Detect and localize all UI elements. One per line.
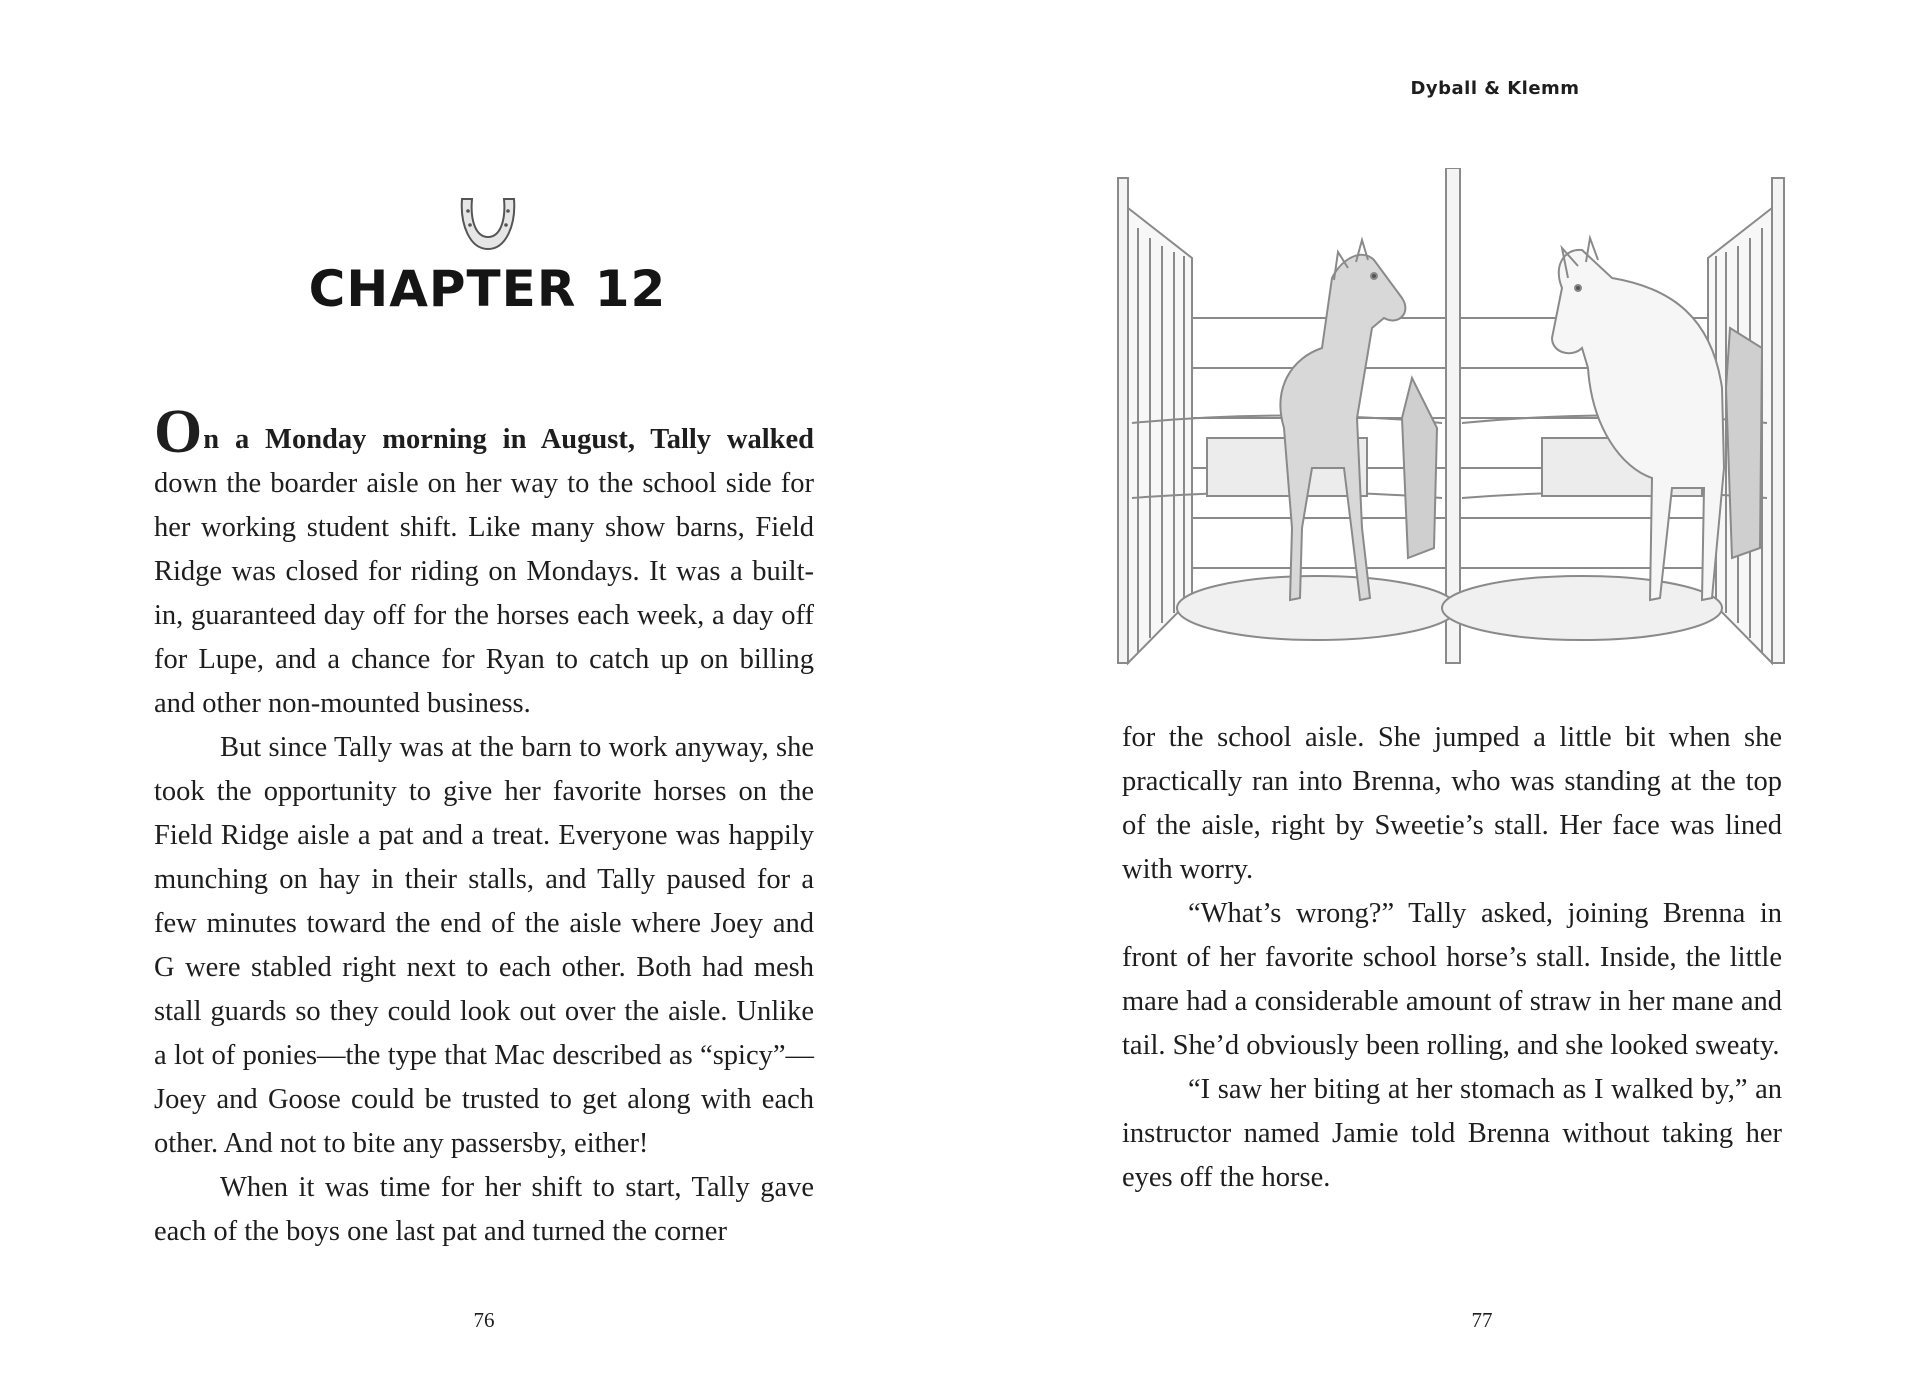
drop-cap: O bbox=[154, 398, 203, 466]
page-number-right: 77 bbox=[1471, 1308, 1493, 1332]
paragraph: When it was time for her shift to start, Tally gave each of the boys one last pat and turned the corner bbox=[154, 1172, 814, 1247]
right-page bbox=[962, 0, 1925, 1400]
horseshoe-icon bbox=[452, 195, 524, 255]
left-page bbox=[0, 0, 962, 1400]
lead-in: n a Monday morning in August, Tally walked bbox=[203, 424, 814, 455]
page-number-left: 76 bbox=[473, 1308, 495, 1332]
paragraph-text: down the boarder aisle on her way to the school side for her working student shift. Like many show barns, Field Ridge was closed for riding on Mondays. It was a built-in, guaranteed day off for the horses each week, a day off for Lupe, and a chance for Ryan to catch up on billing and other non-mounted business. bbox=[154, 468, 814, 719]
left-body-text bbox=[154, 398, 814, 1254]
paragraph: “I saw her biting at her stomach as I walked by,” an instructor named Jamie told Brenna without taking her eyes off the horse. bbox=[1122, 1074, 1782, 1193]
horse-stalls-illustration bbox=[1112, 168, 1792, 668]
right-body-text bbox=[1122, 716, 1782, 1200]
opening-paragraph bbox=[154, 398, 814, 726]
chapter-title: CHAPTER 12 bbox=[308, 260, 667, 318]
paragraph: But since Tally was at the barn to work anyway, she took the opportunity to give her favorite horses on the Field Ridge aisle a pat and a treat. Everyone was happily munching on hay in their stalls, and Tally paused for a few minutes toward the end of the aisle where Joey and G were stabled right next to each other. Both had mesh stall guards so they could look out over the aisle. Unlike a lot of ponies—the type that Mac described as “spicy”—Joey and Goose could be trusted to get along with each other. And not to bite any passersby, either! bbox=[154, 732, 814, 1159]
running-head: Dyball & Klemm bbox=[1410, 78, 1580, 99]
paragraph: for the school aisle. She jumped a little bit when she practically ran into Brenna, who was standing at the top of the aisle, right by Sweetie’s stall. Her face was lined with worry. bbox=[1122, 722, 1782, 885]
paragraph: “What’s wrong?” Tally asked, joining Brenna in front of her favorite school horse’s stall. Inside, the little mare had a considerable amount of straw in her mane and tail. She’d obviously been rolling, and she looked sweaty. bbox=[1122, 898, 1782, 1061]
